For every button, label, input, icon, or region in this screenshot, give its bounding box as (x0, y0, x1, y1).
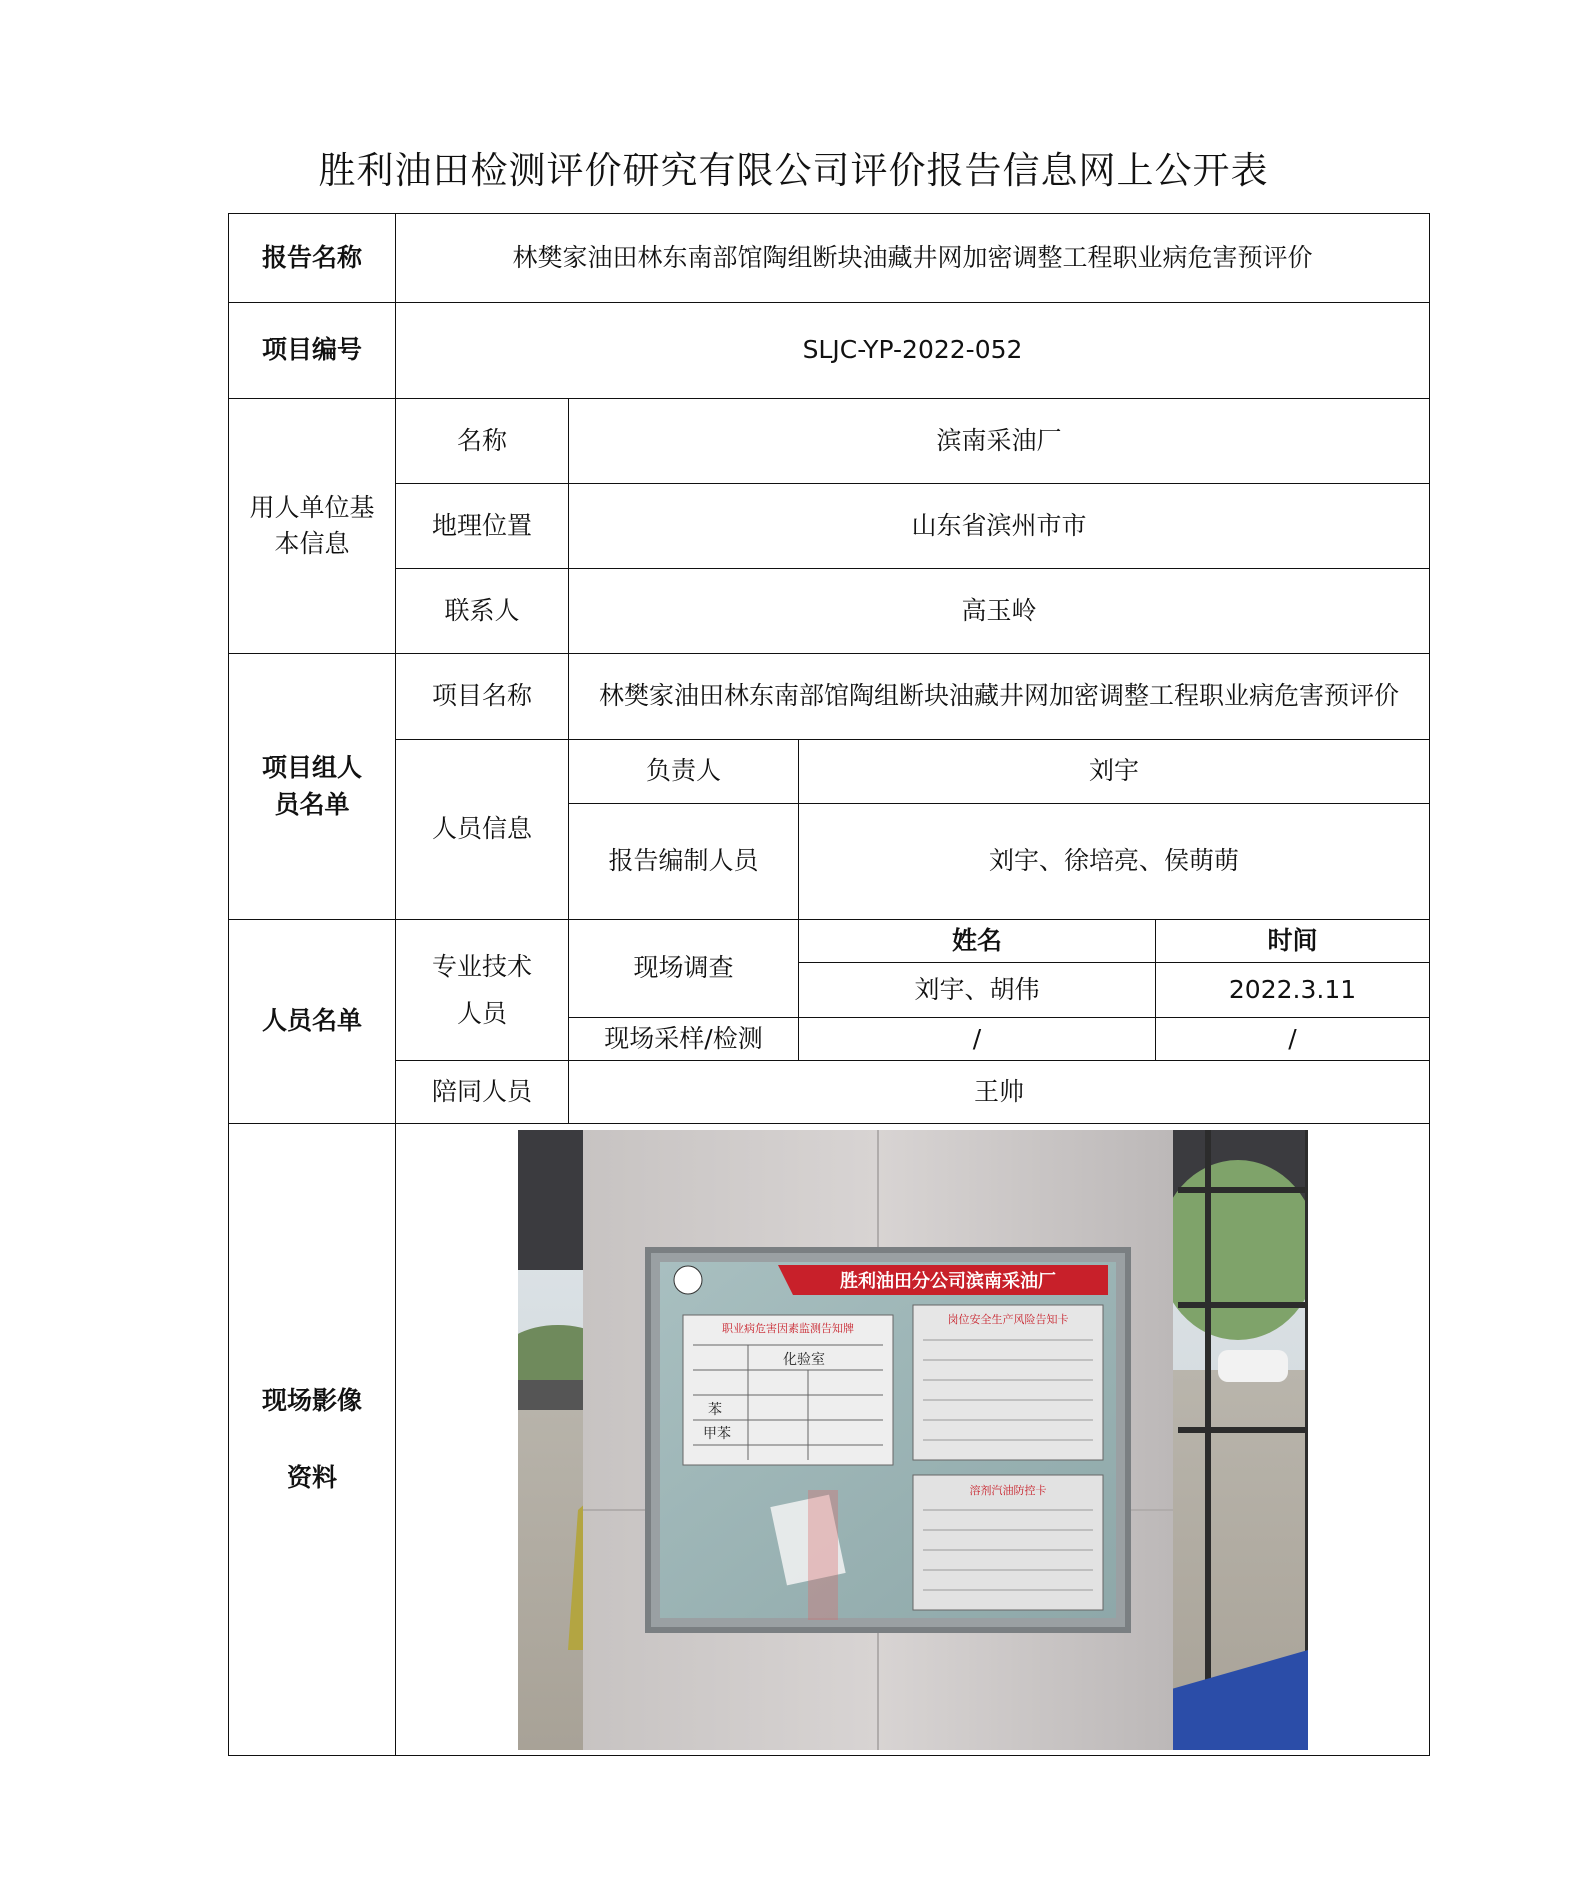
employer-location-row (229, 484, 1430, 569)
survey-names: 刘宇、胡伟 (799, 963, 1156, 1018)
leader-label: 负责人 (569, 740, 799, 804)
photo-section-label (229, 1124, 396, 1756)
escort-value: 王帅 (569, 1061, 1430, 1124)
handwriting-benzene: 苯 (707, 1401, 722, 1418)
photo-label-line2: 资料 (286, 1462, 337, 1492)
card-2-title: 岗位安全生产风险告知卡 (947, 1312, 1068, 1326)
red-reflection (808, 1490, 838, 1620)
employer-name-label: 名称 (396, 399, 569, 484)
employer-contact-label: 联系人 (396, 569, 569, 654)
employer-section-text: 用人单位基本信息 (249, 492, 375, 558)
employer-name-value: 滨南采油厂 (569, 399, 1430, 484)
employer-section-label (229, 399, 396, 654)
sampling-label: 现场采样/检测 (569, 1018, 799, 1061)
survey-time: 2022.3.11 (1156, 963, 1430, 1018)
card-3-title: 溶剂汽油防控卡 (969, 1483, 1046, 1497)
employer-location-value: 山东省滨州市市 (569, 484, 1430, 569)
card-2 (913, 1305, 1103, 1460)
disclosure-table (228, 213, 1430, 1756)
writers-value: 刘宇、徐培亮、侯萌萌 (799, 804, 1430, 920)
col-time-header: 时间 (1156, 920, 1430, 963)
page-title: 胜利油田检测评价研究有限公司评价报告信息网上公开表 (318, 149, 1269, 192)
photo-label-line1: 现场影像 (261, 1386, 362, 1416)
report-name-row (229, 214, 1430, 303)
photo-cell (396, 1124, 1430, 1756)
survey-label: 现场调查 (569, 920, 799, 1018)
personnel-label: 人员信息 (396, 740, 569, 920)
project-code-label: 项目编号 (229, 303, 396, 399)
project-name-label: 项目名称 (396, 654, 569, 740)
employer-contact-row (229, 569, 1430, 654)
col-name-header: 姓名 (799, 920, 1156, 963)
tech-staff-text: 专业技术人员 (431, 951, 532, 1028)
photo-row (229, 1124, 1430, 1756)
employer-name-row (229, 399, 1430, 484)
leader-row (229, 740, 1430, 804)
project-code-value: SLJC-YP-2022-052 (396, 303, 1430, 399)
board-header-text: 胜利油田分公司滨南采油厂 (839, 1270, 1056, 1292)
team-section-text: 项目组人员名单 (261, 753, 362, 819)
project-name-value: 林樊家油田林东南部馆陶组断块油藏井网加密调整工程职业病危害预评价 (569, 654, 1430, 740)
site-photo (518, 1130, 1308, 1750)
writers-label: 报告编制人员 (569, 804, 799, 920)
leader-value: 刘宇 (799, 740, 1430, 804)
card-1-title: 职业病危害因素监测告知牌 (721, 1321, 854, 1335)
staff-section-label: 人员名单 (229, 920, 396, 1124)
sinopec-logo-icon (674, 1266, 702, 1294)
staff-header-row (229, 920, 1430, 963)
handwriting-lab: 化验室 (782, 1351, 825, 1368)
tech-staff-label (396, 920, 569, 1061)
sampling-names: / (799, 1018, 1156, 1061)
employer-location-label: 地理位置 (396, 484, 569, 569)
handwriting-toluene: 甲苯 (702, 1425, 731, 1442)
report-name-label: 报告名称 (229, 214, 396, 303)
report-name-value: 林樊家油田林东南部馆陶组断块油藏井网加密调整工程职业病危害预评价 (396, 214, 1430, 303)
team-section-label (229, 654, 396, 920)
employer-contact-value: 高玉岭 (569, 569, 1430, 654)
project-name-row (229, 654, 1430, 740)
project-code-row (229, 303, 1430, 399)
escort-row (229, 1061, 1430, 1124)
car (1218, 1350, 1288, 1382)
escort-label: 陪同人员 (396, 1061, 569, 1124)
sampling-time: / (1156, 1018, 1430, 1061)
card-1 (683, 1315, 893, 1465)
